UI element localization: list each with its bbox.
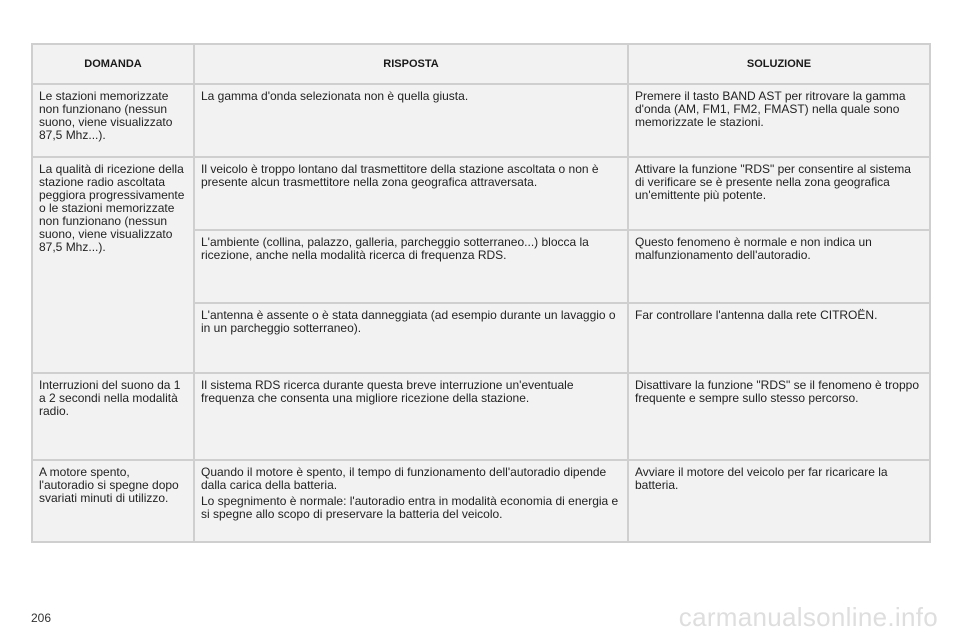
answer-cell: L'ambiente (collina, palazzo, galleria, parcheggio sotterraneo...) blocca la ricezione, anche nella modalità ricerca di frequenza RDS.	[194, 230, 628, 303]
table-row	[32, 84, 930, 157]
table-header-row	[32, 44, 930, 84]
answer-cell: L'antenna è assente o è stata danneggiata (ad esempio durante un lavaggio o in un parcheggio sotterraneo).	[194, 303, 628, 373]
troubleshooting-table	[31, 43, 931, 543]
answer-cell: Il veicolo è troppo lontano dal trasmettitore della stazione ascoltata o non è presente alcun trasmettitore nella zona geografica attraversata.	[194, 157, 628, 230]
header-risposta: RISPOSTA	[194, 44, 628, 84]
question-cell: Interruzioni del suono da 1 a 2 secondi nella modalità radio.	[32, 373, 194, 460]
question-cell: Le stazioni memorizzate non funzionano (nessun suono, viene visualizzato 87,5 Mhz...).	[32, 84, 194, 157]
table-row	[32, 157, 930, 230]
header-soluzione: SOLUZIONE	[628, 44, 930, 84]
table-row	[32, 373, 930, 460]
header-domanda: DOMANDA	[32, 44, 194, 84]
question-cell: A motore spento, l'autoradio si spegne dopo svariati minuti di utilizzo.	[32, 460, 194, 542]
page-number: 206	[31, 611, 52, 625]
watermark: carmanualsonline.info	[678, 602, 938, 632]
table-row	[32, 460, 930, 542]
answer-cell: Il sistema RDS ricerca durante questa breve interruzione un'eventuale frequenza che consenta una migliore ricezione della stazione.	[194, 373, 628, 460]
solution-cell: Attivare la funzione "RDS" per consentire al sistema di verificare se è presente nella zona geografica un'emittente più potente.	[628, 157, 930, 230]
answer-cell: La gamma d'onda selezionata non è quella giusta.	[194, 84, 628, 157]
answer-paragraph: Lo spegnimento è normale: l'autoradio entra in modalità economia di energia e si spegne allo scopo di preservare la batteria del veicolo.	[201, 494, 619, 521]
answer-paragraph: Quando il motore è spento, il tempo di funzionamento dell'autoradio dipende dalla carica della batteria.	[201, 465, 607, 492]
solution-cell: Premere il tasto BAND AST per ritrovare la gamma d'onda (AM, FM1, FM2, FMAST) nella quale sono memorizzate le stazioni.	[628, 84, 930, 157]
solution-cell: Questo fenomeno è normale e non indica un malfunzionamento dell'autoradio.	[628, 230, 930, 303]
answer-cell	[194, 460, 628, 542]
solution-cell: Far controllare l'antenna dalla rete CITROËN.	[628, 303, 930, 373]
question-cell: La qualità di ricezione della stazione radio ascoltata peggiora progressivamente o le stazioni memorizzate non funzionano (nessun suono, viene visualizzato 87,5 Mhz...).	[32, 157, 194, 373]
solution-cell: Avviare il motore del veicolo per far ricaricare la batteria.	[628, 460, 930, 542]
solution-cell: Disattivare la funzione "RDS" se il fenomeno è troppo frequente e sempre sullo stesso percorso.	[628, 373, 930, 460]
